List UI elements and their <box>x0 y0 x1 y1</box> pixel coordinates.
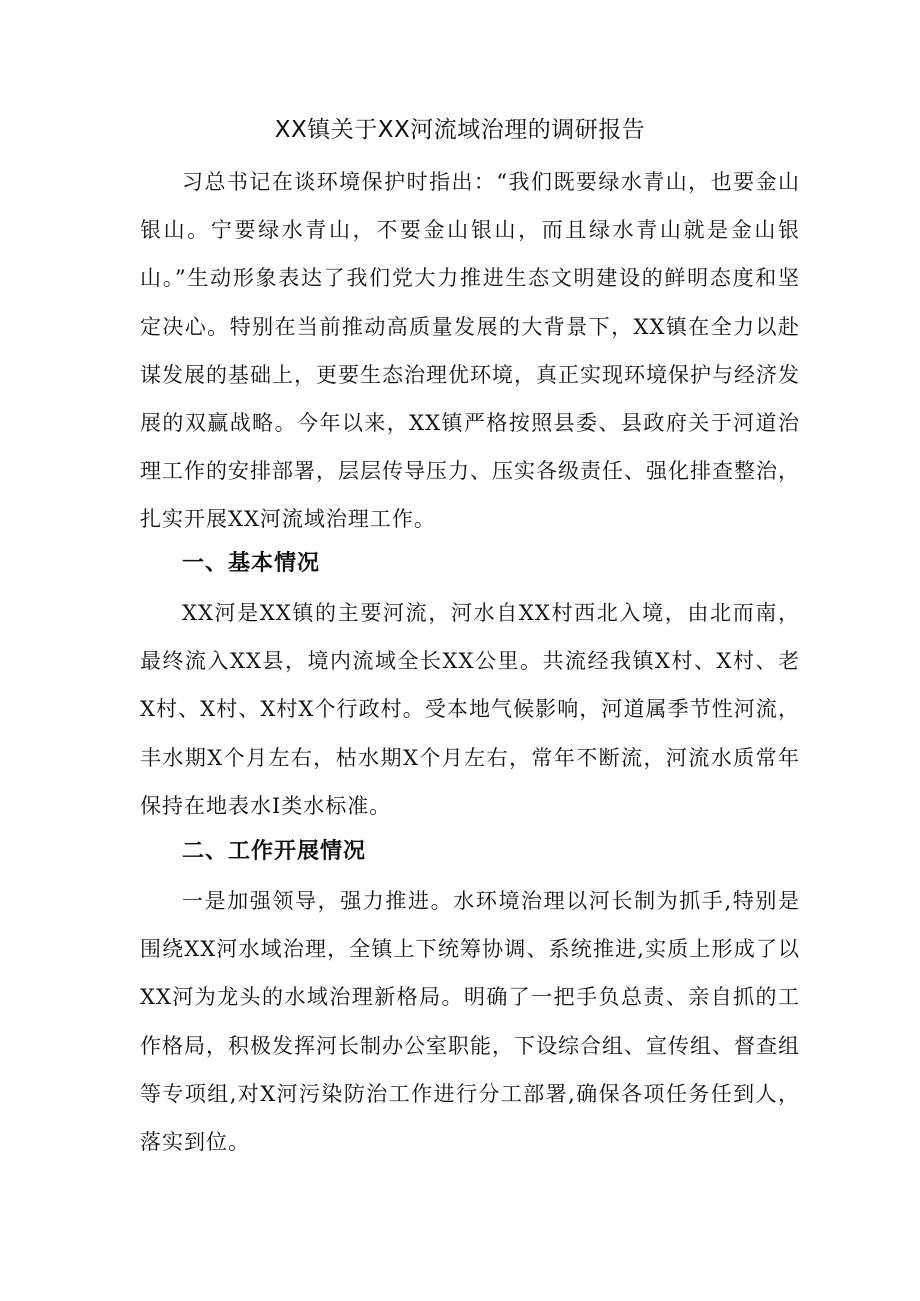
document-title: XX镇关于XX河流域治理的调研报告 <box>274 117 646 143</box>
section-heading-basic-situation: 一、基本情况 <box>182 551 321 576</box>
section-paragraph-work-progress: 一是加强领导，强力推进。水环境治理以河长制为抓手,特别是围绕XX河水域治理，全镇上下统筹协调、系统推进,实质上形成了以XX河为龙头的水域治理新格局。明确了一把手负总责、亲自抓的工作格局，积极发挥河长制办公室职能，下设综合组、宣传组、督查组等专项组,对X河污染防治工作进行分工部署,确保各项任务任到人，落实到位。 <box>140 889 800 1155</box>
intro-paragraph: 习总书记在谈环境保护时指出：“我们既要绿水青山，也要金山银山。宁要绿水青山，不要金山银山，而且绿水青山就是金山银山。”生动形象表达了我们党大力推进生态文明建设的鲜明态度和坚定决心。特别在当前推动高质量发展的大背景下，XX镇在全力以赴谋发展的基础上，更要生态治理优环境，真正实现环境保护与经济发展的双赢战略。今年以来，XX镇严格按照县委、县政府关于河道治理工作的安排部署，层层传导压力、压实各级责任、强化排查整治，扎实开展XX河流域治理工作。 <box>140 170 800 532</box>
section-heading-work-progress: 二、工作开展情况 <box>182 839 367 864</box>
section-paragraph-basic-situation: XX河是XX镇的主要河流，河水自XX村西北入境，由北而南，最终流入XX县，境内流域全长XX公里。共流经我镇X村、X村、老X村、X村、X村X个行政村。受本地气候影响，河道属季节性河流，丰水期X个月左右，枯水期X个月左右，常年不断流，河流水质常年保持在地表水Ⅰ类水标准。 <box>140 601 800 818</box>
